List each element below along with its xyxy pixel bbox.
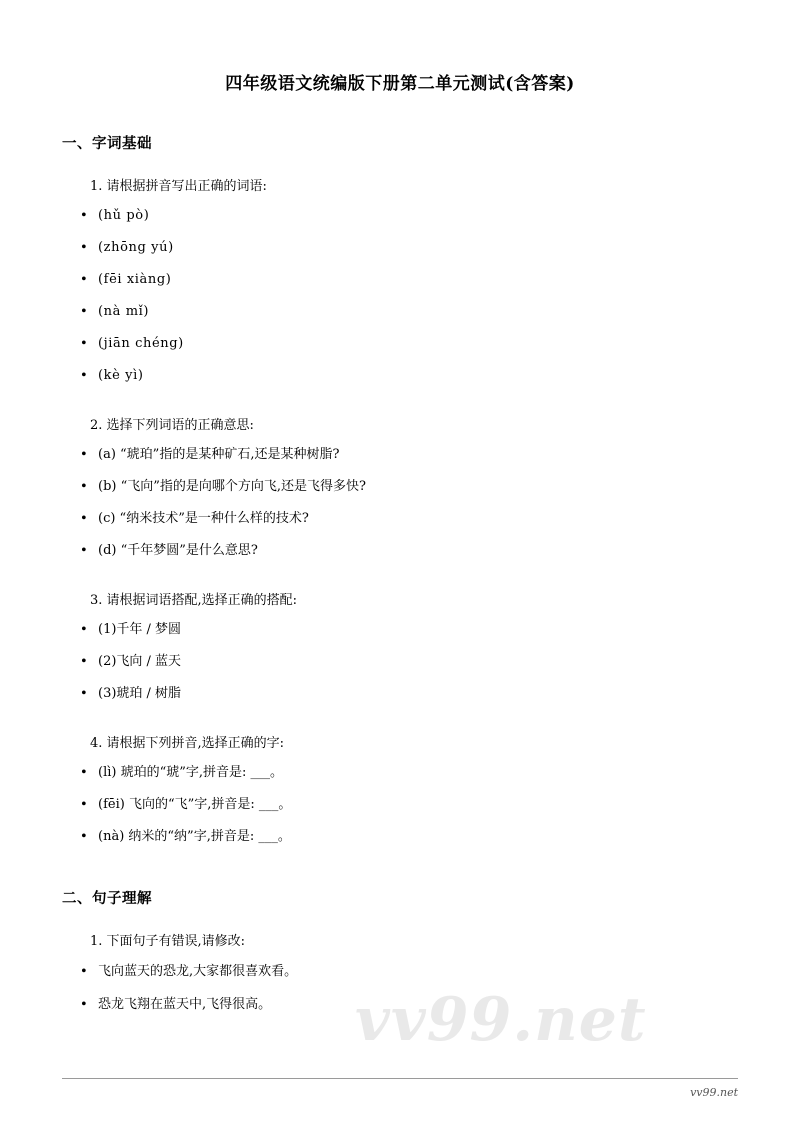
list-item-text: • (kè yì) (98, 368, 144, 384)
answer-list-1-2 (62, 439, 738, 567)
list-item (80, 757, 738, 789)
question-label-1-2: 2. 选择下列词语的正确意思: (90, 418, 254, 433)
list-item (80, 471, 738, 503)
list-item (80, 535, 738, 567)
list-item (80, 360, 738, 392)
list-item (80, 988, 738, 1021)
list-item-text: • (fēi) 飞向的“飞”字,拼音是: ___。 (98, 797, 292, 813)
list-item-text: • (zhōng yú) (98, 240, 174, 256)
answer-list-2-1 (62, 955, 738, 1021)
list-item-text: • (fēi xiàng) (98, 272, 172, 288)
list-item (80, 232, 738, 264)
list-item-text: • (jiān chéng) (98, 336, 184, 352)
page-title: 四年级语文统编版下册第二单元测试(含答案) (225, 74, 575, 94)
list-item-text: • (2)飞向 / 蓝天 (98, 654, 182, 670)
list-item (80, 955, 738, 988)
list-item (80, 200, 738, 232)
answer-list-1-3 (62, 614, 738, 710)
list-item-text: • (1)千年 / 梦圆 (98, 622, 182, 638)
list-item (80, 503, 738, 535)
list-item-text: • (b) “飞向”指的是向哪个方向飞,还是飞得多快? (98, 479, 366, 495)
list-item (80, 821, 738, 853)
list-item-text: • (nà) 纳米的“纳”字,拼音是: ___。 (98, 829, 291, 845)
list-item-text: • (c) “纳米技术”是一种什么样的技术? (98, 511, 309, 527)
list-item (80, 264, 738, 296)
list-item-text: • 恐龙飞翔在蓝天中,飞得很高。 (98, 996, 272, 1012)
list-item (80, 296, 738, 328)
list-item (80, 789, 738, 821)
list-item-text: • (3)琥珀 / 树脂 (98, 686, 182, 702)
list-item (80, 646, 738, 678)
footer-divider (62, 1078, 738, 1079)
watermark: vv99.net (355, 985, 647, 1055)
list-item-text: • (hǔ pò) (98, 208, 150, 224)
list-item (80, 439, 738, 471)
section-heading-1: 一、字词基础 (62, 135, 152, 152)
footer-text: vv99.net (690, 1086, 738, 1099)
list-item-text: • (a) “琥珀”指的是某种矿石,还是某种树脂? (98, 447, 340, 463)
list-item (80, 328, 738, 360)
list-item-text: • (lì) 琥珀的“琥”字,拼音是: ___。 (98, 765, 284, 781)
question-label-1-1: 1. 请根据拼音写出正确的词语: (90, 179, 267, 194)
list-item (80, 678, 738, 710)
answer-list-1-1 (62, 200, 738, 392)
answer-list-1-4 (62, 757, 738, 853)
list-item-text: • 飞向蓝天的恐龙,大家都很喜欢看。 (98, 963, 298, 979)
list-item (80, 614, 738, 646)
list-item-text: • (d) “千年梦圆”是什么意思? (98, 543, 258, 559)
section-heading-2: 二、句子理解 (62, 890, 152, 907)
question-label-1-3: 3. 请根据词语搭配,选择正确的搭配: (90, 593, 298, 608)
question-label-1-4: 4. 请根据下列拼音,选择正确的字: (90, 736, 285, 751)
question-label-2-1: 1. 下面句子有错误,请修改: (90, 934, 246, 949)
list-item-text: • (nà mǐ) (98, 304, 150, 320)
